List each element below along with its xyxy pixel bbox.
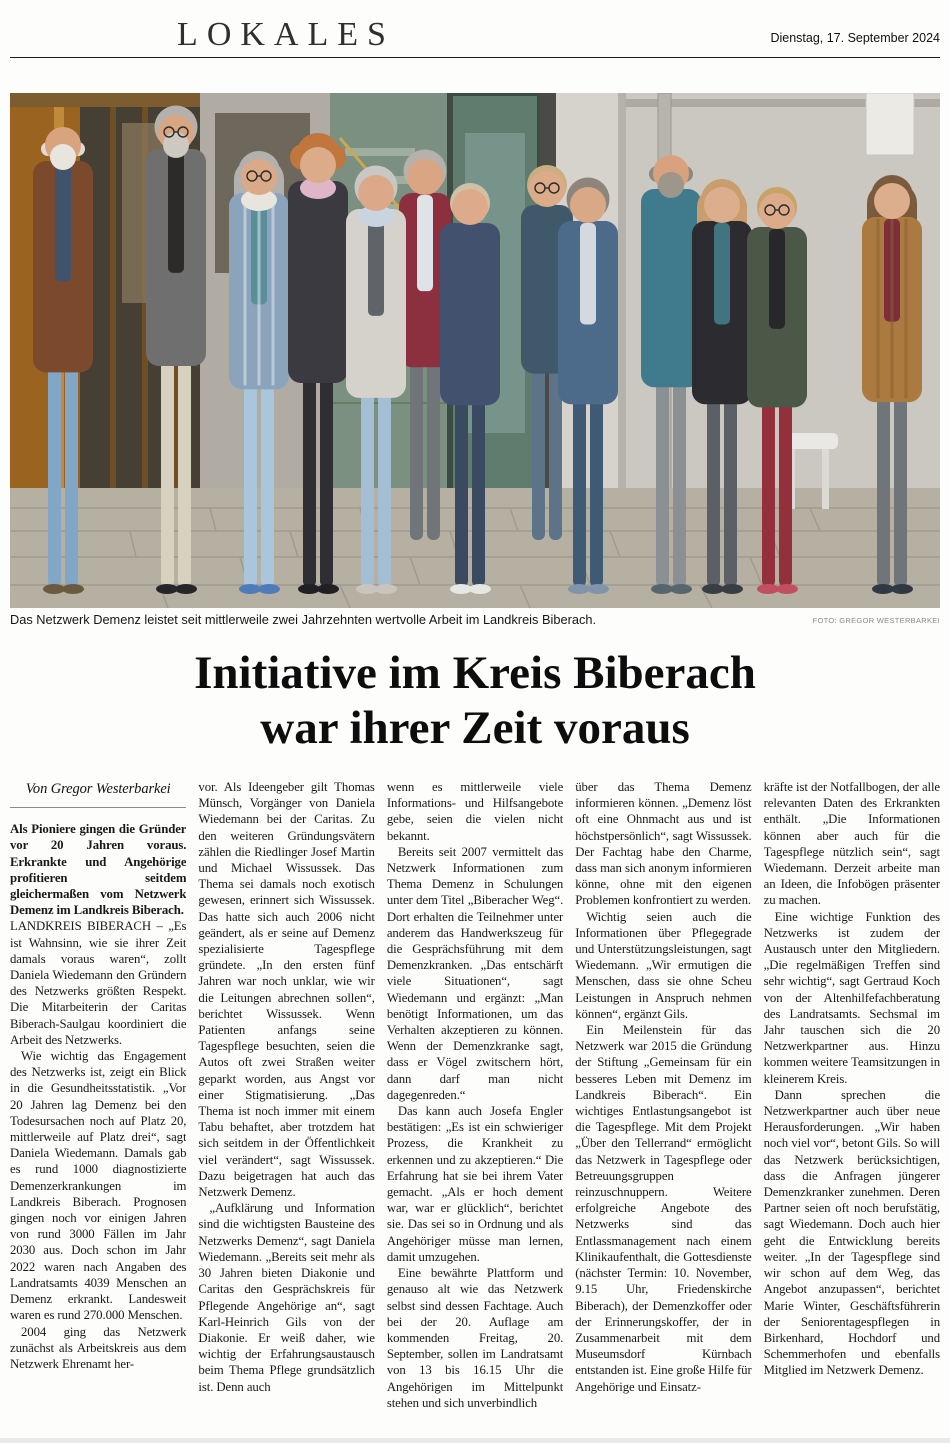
article-column	[764, 779, 940, 1439]
lead-paragraph: Als Pioniere gingen die Gründer vor 20 Jahren voraus. Erkrankte und Angehörige profitieren seitdem gleichermaßen vom Netzwerk Demenz im Landkreis Biberach.	[10, 822, 187, 918]
photo-credit: FOTO: GREGOR WESTERBARKEI	[812, 616, 940, 625]
article-paragraph: Wichtig seien auch die Informationen über Pflegegrade und Unterstützungsleistungen, sagt Wiedemann. „Wir ermutigen die Menschen, dass sie ohne Scheu Leistungen in Anspruch nehmen können“, ergänzt Gils.	[575, 909, 752, 1021]
column-text	[198, 779, 374, 1395]
article-paragraph: wenn es mittlerweile viele Informations- und Hilfsangebote gebe, seien die vielen nicht bekannt.	[386, 780, 564, 843]
page-bottom-edge	[0, 1438, 950, 1443]
byline: Von Gregor Westerbarkei	[10, 779, 186, 808]
article-paragraph: Bereits seit 2007 vermittelt das Netzwerk Informationen zum Thema Demenz in Schulungen unter dem Titel „Biberacher Weg“. Dort erhalten die Teilnehmer unter anderem das Handwerkszeug für die Gesprächsführung mit dem Demenzkranken. „Das entschärft viele Situationen“, sagt Wiedemann und ergänzt: „Man benötigt Informationen, um das Verhalten akzeptieren zu können. Wenn der Demenzkranke sagt, dass er Vögel zwitschern hört, dann darf man nicht dagegenreden.“	[386, 844, 564, 1102]
article-paragraph: Eine bewährte Plattform und genauso alt wie das Netzwerk selbst sind dessen Fachtage. Auch bei der 20. Auflage am kommenden Freitag, 20. September, sollen im Landratsamt von 13 bis 16.15 Uhr die Angehörigen im Mittelpunkt stehen und sich unverbindlich	[386, 1266, 564, 1410]
column-text	[387, 779, 563, 1411]
article-body	[10, 779, 940, 1439]
headline-line-1: Initiative im Kreis Biberach	[194, 647, 756, 699]
article-paragraph: „Aufklärung und Information sind die wichtigsten Bausteine des Netzwerks Demenz“, sagt Daniela Wiedemann. „Bereits seit mehr als 30 Jahren bieten Diakonie und Caritas den Gesprächskreis für Pflegende Angehörige an“, sagt Karl-Heinrich Gils von der Diakonie. Er weiß daher, wie wichtig der Erfahrungsaustausch beim Thema Pflege grundsätzlich ist. Denn auch	[198, 1201, 375, 1394]
column-text	[575, 779, 751, 1395]
photo-caption: Das Netzwerk Demenz leistet seit mittlerweile zwei Jahrzehnten wertvolle Arbeit im Landkreis Biberach.	[10, 612, 597, 627]
headline-line-2: war ihrer Zeit voraus	[260, 702, 690, 754]
article-paragraph: Wie wichtig das Engagement des Netzwerks ist, zeigt ein Blick in die Gesundheitsstatistik. „Vor 20 Jahren lag Demenz bei den Todesursachen noch auf Platz 20, mittlerweile auf Platz drei“, sagt Daniela Wiedemann. Damals gab es rund 1000 diagnostizierte Demenzerkrankungen im Landkreis Biberach. Prognosen gingen noch vor einigen Jahren von rund 3000 Fällen im Jahr 2030 aus. Doch schon im Jahr 2022 waren nach Angaben des Landratsamts 4039 Menschen an Demenz erkrankt. Landesweit waren es rund 270.000 Menschen.	[10, 1049, 187, 1323]
section-title: LOKALES	[177, 16, 395, 53]
article-column	[198, 779, 374, 1439]
article-paragraph: vor. Als Ideengeber gilt Thomas Münsch, Vorgänger von Daniela Wiedemann bei der Caritas. Zu den weiteren Gründungsvätern zählen die Riedlinger Josef Martin und Michael Wissussek. Das Thema sei damals noch exotisch gewesen, erinnert sich Wissussek. Das hatte sich auch 2006 nicht geändert, als er seine auf Demenz spezialisierte Tagespflege gründete. „In den ersten fünf Jahren war noch unklar, wie wir die Leitungen abrechnen sollen“, berichtet Wissussek. Wenn Patienten anfangs seine Tagespflege besuchten, seien die Autos oft zwei Straßen weiter geparkt worden, aus Angst vor einer Stigmatisierung. „Das Thema ist noch immer mit einem Tabu behaftet, aber trotzdem hat sich seitdem in der Öffentlichkeit viel verändert“, sagt Wissussek. Dazu beigetragen hat auch das Netzwerk Demenz.	[198, 780, 375, 1200]
caption-row	[10, 612, 940, 627]
article-paragraph: über das Thema Demenz informieren können. „Demenz löst oft eine Ohnmacht aus und ist höchstpersönlich“, sagt Wissussek. Der Fachtag habe den Charme, dass man sich anonym informieren könne, ohne mit den eigenen Problemen konfrontiert zu werden.	[575, 780, 752, 908]
article-column	[575, 779, 751, 1439]
article-paragraph: Ein Meilenstein für das Netzwerk war 2015 die Gründung der Stiftung „Gemeinsam für ein besseres Leben mit Demenz im Landkreis Biberach“. Ein wichtiges Entlastungsangebot ist die Tagespflege. Mit dem Projekt „Über den Tellerrand“ ermöglicht das Netzwerk in Tagespflege oder Betreuungsgruppen reinzuschnuppern. Weitere erfolgreiche Angebote des Netzwerks sind das Entlassmanagement nach einem Klinikaufenthalt, die Gottesdienste (nächster Termin: 10. November, 9.15 Uhr, Friedenskirche Biberach), der Demenzkoffer oder der Erinnerungskoffer, der in Zusammenarbeit mit dem Museumsdorf Kürnbach entstanden ist. Eine große Hilfe für Angehörige und Einsatz-	[575, 1023, 752, 1394]
article-photo	[10, 93, 940, 608]
article-paragraph: Eine wichtige Funktion des Netzwerks ist zudem der Austausch unter den Mitgliedern. „Die regelmäßigen Treffen sind sehr wichtig“, sagt Gertraud Koch von der Altenhilfefachberatung des Landratsamts. Sechsmal im Jahr tauschen sich die 20 Netzwerkpartner aus. Hinzu kommen weitere Teamsitzungen in kleinerem Kreis.	[763, 909, 940, 1086]
article-column	[10, 779, 186, 1439]
article-paragraph: LANDKREIS BIBERACH – „Es ist Wahnsinn, wie sie ihrer Zeit damals voraus waren“, zollt Daniela Wiedemann den Gründern des Netzwerks größten Respekt. Die Mitarbeiterin der Caritas Biberach-Saulgau koordiniert die Arbeit des Netzwerks.	[10, 919, 187, 1047]
group-photo-illustration	[10, 93, 940, 608]
article-column	[387, 779, 563, 1439]
article-paragraph: Dann sprechen die Netzwerkpartner auch über neue Herausforderungen. „Wir haben noch viel vor“, betont Gils. So will das Netzwerk berücksichtigen, dass die Anfragen jüngerer Demenzkranker zunehmen. Deren Partner seien oft noch berufstätig, sagt Wiedemann. Doch auch hier geht die Entwicklung bereits weiter. „In der Tagespflege sind wir schon auf dem Weg, das Angebot anzupassen“, berichtet Marie Winter, Geschäftsführerin der Seniorentagespflegen in Birkenhard, Hochdorf und Schemmerhofen und ebenfalls Mitglied im Netzwerk Demenz.	[763, 1087, 940, 1378]
headline	[0, 646, 950, 756]
article-paragraph: 2004 ging das Netzwerk zunächst als Arbeitskreis aus dem Netzwerk Ehrenamt her-	[10, 1324, 187, 1371]
article-paragraph: kräfte ist der Notfallbogen, der alle relevanten Daten des Erkrankten enthält. „Die Informationen können aber auch für die Tagespflege nützlich sein“, sagt Wiedemann. Derzeit arbeite man an Ideen, die Infobögen präsenter zu machen.	[763, 780, 940, 908]
vent-box	[866, 93, 914, 155]
page-date: Dienstag, 17. September 2024	[770, 31, 940, 45]
header-rule	[10, 57, 940, 58]
column-text	[764, 779, 940, 1379]
column-text	[10, 918, 186, 1372]
article-paragraph: Das kann auch Josefa Engler bestätigen: „Es ist ein schwieriger Prozess, die Krankheit zu erkennen und zu akzeptieren.“ Die Erfahrung hat sie bei ihrem Vater gemacht. „Als er hoch dement war, war er glücklich“, berichtet sie. Das sei so in Ordnung und als Angehöriger müsse man lernen, damit umzugehen.	[386, 1104, 564, 1264]
